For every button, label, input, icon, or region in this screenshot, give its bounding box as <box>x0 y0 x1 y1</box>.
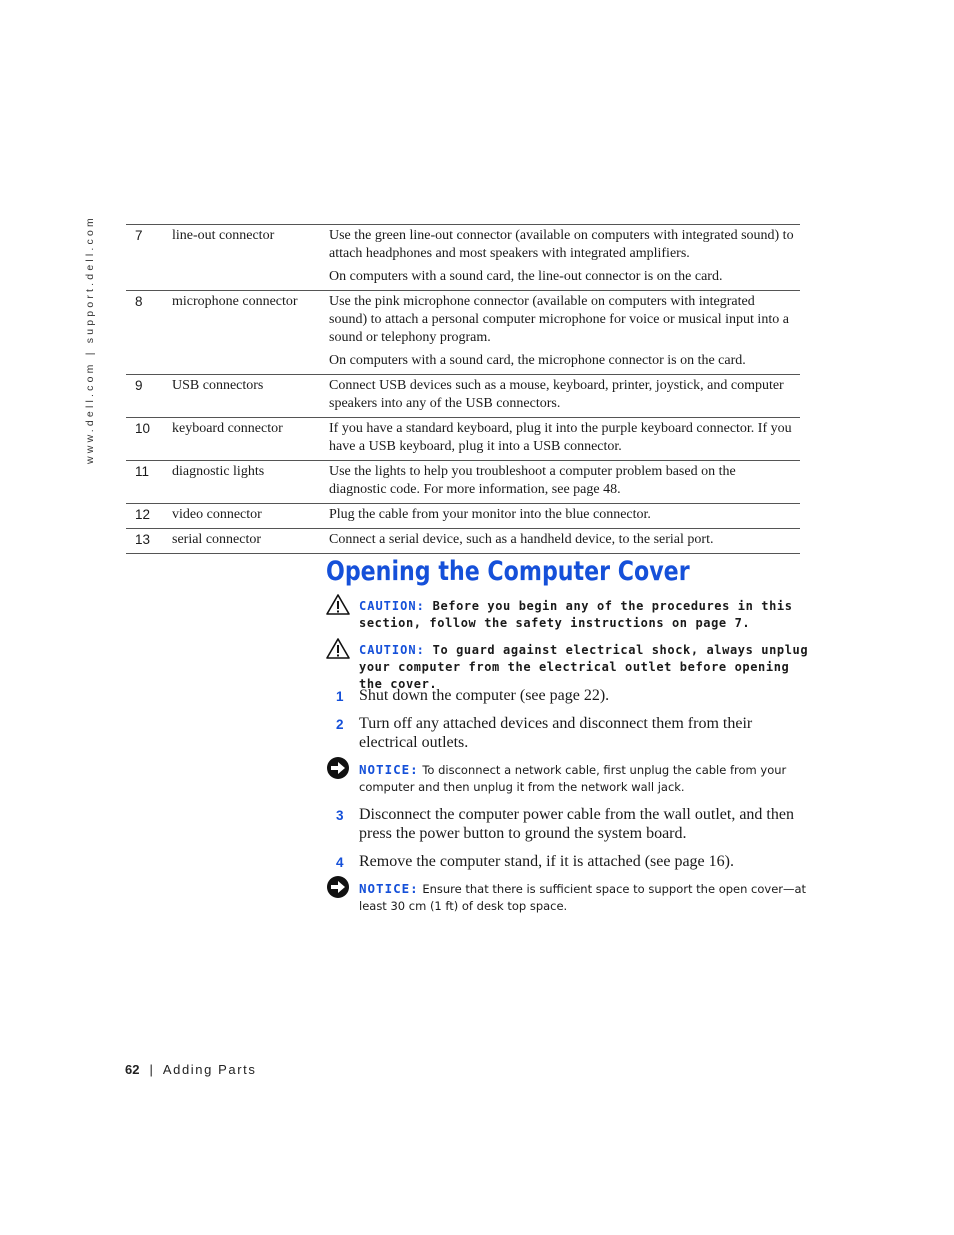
table-row <box>126 461 800 504</box>
connector-name: keyboard connector <box>172 421 283 436</box>
description-paragraph: On computers with a sound card, the microphone connector is on the card. <box>329 353 746 368</box>
description-paragraph: Use the pink microphone connector (available on computers with integrated sound) to attach a personal computer microphone for voice or musical input into a sound or telephony program. <box>329 294 789 345</box>
caution-text: To guard against electrical shock, always unplug your computer from the electrical outlet before opening the cover. <box>359 643 809 691</box>
connector-name: serial connector <box>172 532 262 547</box>
connector-description <box>329 291 800 375</box>
table-row <box>126 504 800 529</box>
connector-description <box>329 529 800 554</box>
notice-note-1 <box>325 761 815 796</box>
table-row <box>126 375 800 418</box>
description-paragraph: Connect USB devices such as a mouse, keyboard, printer, joystick, and computer speakers into any of the USB connectors. <box>329 378 784 411</box>
connector-name: diagnostic lights <box>172 464 265 479</box>
description-paragraph: Use the green line-out connector (available on computers with integrated sound) to attach headphones and most speakers with integrated amplifiers. <box>329 228 794 261</box>
table-row <box>126 291 800 375</box>
description-paragraph: Plug the cable from your monitor into the blue connector. <box>329 507 651 522</box>
step-text: Turn off any attached devices and disconnect them from their electrical outlets. <box>359 715 753 751</box>
connector-table <box>126 224 800 554</box>
description-paragraph: Use the lights to help you troubleshoot a computer problem based on the diagnostic code. For more information, see page 48. <box>329 464 736 497</box>
step-number: 2 <box>336 717 344 732</box>
side-url-text: www.dell.com | support.dell.com <box>84 215 96 464</box>
notice-note-2 <box>325 880 815 915</box>
row-number: 9 <box>135 378 143 393</box>
table-row <box>126 529 800 554</box>
row-number: 13 <box>135 532 151 547</box>
notice-arrow-icon <box>325 875 351 899</box>
row-number: 7 <box>135 228 143 243</box>
caution-text: Before you begin any of the procedures in this section, follow the safety instructions on page 7. <box>359 599 793 630</box>
connector-name: microphone connector <box>172 294 298 309</box>
description-paragraph: On computers with a sound card, the line-out connector is on the card. <box>329 269 723 284</box>
connector-description <box>329 225 800 291</box>
section-name: Adding Parts <box>162 1062 257 1077</box>
notice-arrow-icon <box>325 756 351 780</box>
step-item <box>336 852 806 871</box>
caution-label: CAUTION: <box>359 599 425 613</box>
connector-description <box>329 461 800 504</box>
page-number: 62 <box>125 1062 140 1077</box>
caution-label: CAUTION: <box>359 643 425 657</box>
table-row <box>126 225 800 291</box>
connector-name: line-out connector <box>172 228 275 243</box>
step-text: Disconnect the computer power cable from the wall outlet, and then press the power button to ground the system board. <box>359 806 794 842</box>
connector-name: video connector <box>172 507 262 522</box>
caution-triangle-icon <box>325 637 351 661</box>
step-item <box>336 805 806 843</box>
row-number: 10 <box>135 421 151 436</box>
section-title: Opening the Computer Cover <box>326 556 690 587</box>
caution-note-1 <box>325 598 815 632</box>
connector-name: USB connectors <box>172 378 264 393</box>
connector-description <box>329 375 800 418</box>
connector-description <box>329 504 800 529</box>
page-footer <box>125 1062 257 1077</box>
step-number: 1 <box>336 689 344 704</box>
description-paragraph: If you have a standard keyboard, plug it into the purple keyboard connector. If you have a USB keyboard, plug it into a USB connector. <box>329 421 792 454</box>
description-paragraph: Connect a serial device, such as a handheld device, to the serial port. <box>329 532 714 547</box>
row-number: 8 <box>135 294 143 309</box>
caution-triangle-icon <box>325 593 351 617</box>
connector-description <box>329 418 800 461</box>
row-number: 11 <box>135 464 150 479</box>
table-row <box>126 418 800 461</box>
step-text: Remove the computer stand, if it is attached (see page 16). <box>359 853 734 870</box>
step-number: 4 <box>336 855 344 870</box>
step-text: Shut down the computer (see page 22). <box>359 687 610 704</box>
notice-text: To disconnect a network cable, first unplug the cable from your computer and then unplug it from the network wall jack. <box>359 763 787 794</box>
step-item <box>336 714 806 752</box>
step-number: 3 <box>336 808 344 823</box>
notice-label: NOTICE: <box>359 881 419 896</box>
row-number: 12 <box>135 507 151 522</box>
notice-label: NOTICE: <box>359 762 419 777</box>
notice-text: Ensure that there is sufficient space to support the open cover—at least 30 cm (1 ft) of desk top space. <box>359 882 807 913</box>
step-item <box>336 686 806 705</box>
footer-separator: | <box>149 1062 153 1077</box>
